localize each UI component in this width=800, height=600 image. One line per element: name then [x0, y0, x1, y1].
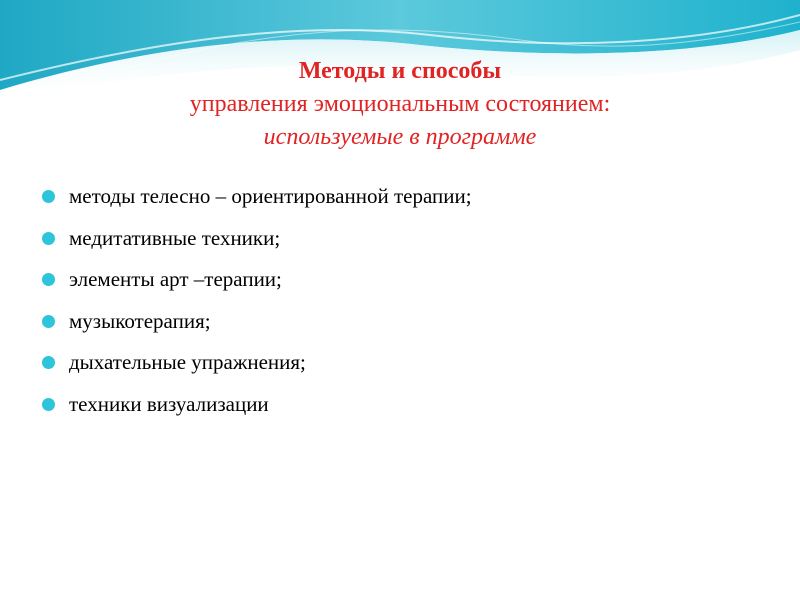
list-item-text: медитативные техники;	[69, 225, 281, 250]
bullet-dot-icon	[42, 232, 55, 245]
title-line-2: управления эмоциональным состоянием:	[189, 91, 611, 117]
bullet-dot-icon	[42, 356, 55, 369]
list-item	[42, 301, 472, 343]
title-line-3: используемые в программе	[263, 124, 537, 150]
list-item	[42, 259, 472, 301]
list-item-text: музыкотерапия;	[69, 308, 211, 333]
list-item	[42, 218, 472, 260]
list-item	[42, 384, 472, 426]
bullet-dot-icon	[42, 315, 55, 328]
list-item-text: техники визуализации	[69, 391, 269, 416]
slide-title	[0, 55, 800, 154]
bullet-dot-icon	[42, 398, 55, 411]
list-item-text: элементы арт –терапии;	[69, 267, 282, 292]
bullet-dot-icon	[42, 190, 55, 203]
bullet-list	[42, 176, 472, 425]
list-item-text: дыхательные упражнения;	[69, 350, 306, 375]
list-item	[42, 342, 472, 384]
list-item	[42, 176, 472, 218]
bullet-dot-icon	[42, 273, 55, 286]
list-item-text: методы телесно – ориентированной терапии;	[69, 184, 472, 209]
title-line-1: Методы и способы	[298, 58, 502, 84]
